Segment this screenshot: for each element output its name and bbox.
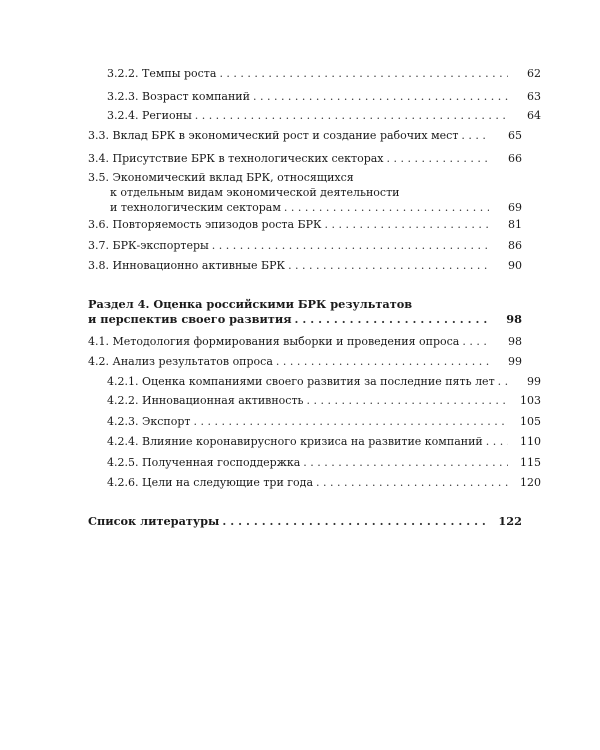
toc-entry-page: 98 [508, 335, 522, 348]
dot-leader [276, 354, 489, 369]
toc-entry-title: 4.2.5. Полученная господдержка [107, 456, 301, 469]
toc-entry-title: 4.2.1. Оценка компаниями своего развития за последние пять лет [107, 375, 495, 388]
dot-leader [295, 312, 489, 327]
toc-entry-page: 81 [508, 218, 522, 231]
dot-leader [222, 514, 489, 529]
toc-entry-page: 99 [527, 375, 541, 388]
toc-entry-bibliography[interactable] [88, 514, 522, 529]
dot-leader [325, 217, 490, 232]
toc-entry-page: 62 [527, 67, 541, 80]
toc-entry-page: 122 [498, 514, 522, 528]
toc-entry-page: 120 [520, 476, 541, 489]
toc-entry-title: 3.6. Повторяемость эпизодов роста БРК [88, 218, 322, 231]
toc-entry-page: 64 [527, 109, 541, 122]
toc-entry-4-2-6[interactable] [88, 475, 541, 490]
dot-leader [303, 455, 508, 470]
dot-leader [253, 89, 508, 104]
toc-entry-3-6[interactable] [88, 217, 522, 232]
dot-leader [284, 200, 489, 215]
dot-leader [462, 334, 489, 349]
dot-leader [288, 258, 489, 273]
toc-entry-4-1[interactable] [88, 334, 522, 349]
toc-entry-3-5[interactable] [88, 170, 522, 215]
toc-entry-title: 4.2. Анализ результатов опроса [88, 355, 273, 368]
toc-entry-title: 4.2.4. Влияние коронавирусного кризиса на развитие компаний [107, 435, 483, 448]
toc-entry-3-2-2[interactable] [88, 66, 541, 81]
toc-section-page: 98 [506, 312, 522, 326]
toc-entry-page: 69 [508, 201, 522, 214]
dot-leader [212, 238, 489, 253]
toc-entry-3-2-3[interactable] [88, 89, 541, 104]
dot-leader [461, 128, 489, 143]
dot-leader [307, 393, 508, 408]
toc-entry-page: 63 [527, 90, 541, 103]
dot-leader [195, 108, 508, 123]
toc-entry-3-8[interactable] [88, 258, 522, 273]
dot-leader [387, 151, 490, 166]
toc-entry-title: 3.4. Присутствие БРК в технологических секторах [88, 152, 384, 165]
toc-entry-4-2-4[interactable] [88, 434, 541, 449]
toc-entry-4-2-3[interactable] [88, 414, 541, 429]
toc-section-4[interactable] [88, 297, 522, 327]
toc-entry-page: 99 [508, 355, 522, 368]
toc-entry-title: 4.2.2. Инновационная активность [107, 394, 304, 407]
toc-entry-page: 110 [520, 435, 541, 448]
toc-entry-page: 65 [508, 129, 522, 142]
toc-entry-page: 66 [508, 152, 522, 165]
toc-entry-title: 3.2.3. Возраст компаний [107, 90, 250, 103]
toc-entry-4-2-1[interactable] [88, 374, 541, 389]
toc-entry-3-2-4[interactable] [88, 108, 541, 123]
toc-entry-title: 3.7. БРК-экспортеры [88, 239, 209, 252]
toc-entry-title: 4.2.3. Экспорт [107, 415, 191, 428]
toc-entry-title-line1: 3.5. Экономический вклад БРК, относящихся [88, 171, 354, 184]
toc-entry-page: 90 [508, 259, 522, 272]
toc-entry-title: 3.8. Инновационно активные БРК [88, 259, 286, 272]
toc-entry-title: и технологическим секторам [110, 201, 281, 214]
dot-leader [219, 66, 508, 81]
toc-entry-title: Список литературы [88, 514, 220, 528]
toc-entry-title-line2: к отдельным видам экономической деятельности [110, 186, 400, 199]
toc-entry-page: 86 [508, 239, 522, 252]
toc-entry-3-3[interactable] [88, 128, 522, 143]
toc-entry-page: 105 [520, 415, 541, 428]
dot-leader [194, 414, 508, 429]
dot-leader [498, 374, 508, 389]
toc-entry-4-2-5[interactable] [88, 455, 541, 470]
dot-leader [316, 475, 508, 490]
dot-leader [486, 434, 508, 449]
toc-entry-4-2-2[interactable] [88, 393, 541, 408]
toc-entry-page: 103 [520, 394, 541, 407]
toc-section-title: и перспектив своего развития [88, 312, 292, 326]
toc-entry-title: 4.2.6. Цели на следующие три года [107, 476, 314, 489]
toc-entry-title: 4.1. Методология формирования выборки и проведения опроса [88, 335, 460, 348]
toc-entry-3-7[interactable] [88, 238, 522, 253]
toc-entry-title: 3.3. Вклад БРК в экономический рост и создание рабочих мест [88, 129, 459, 142]
toc-entry-4-2[interactable] [88, 354, 522, 369]
toc-entry-title: 3.2.4. Регионы [107, 109, 192, 122]
toc-entry-page: 115 [520, 456, 541, 469]
toc-section-title-line1: Раздел 4. Оценка российскими БРК результатов [88, 297, 413, 311]
table-of-contents [88, 0, 541, 750]
toc-entry-title: 3.2.2. Темпы роста [107, 67, 217, 80]
toc-entry-3-4[interactable] [88, 151, 522, 166]
